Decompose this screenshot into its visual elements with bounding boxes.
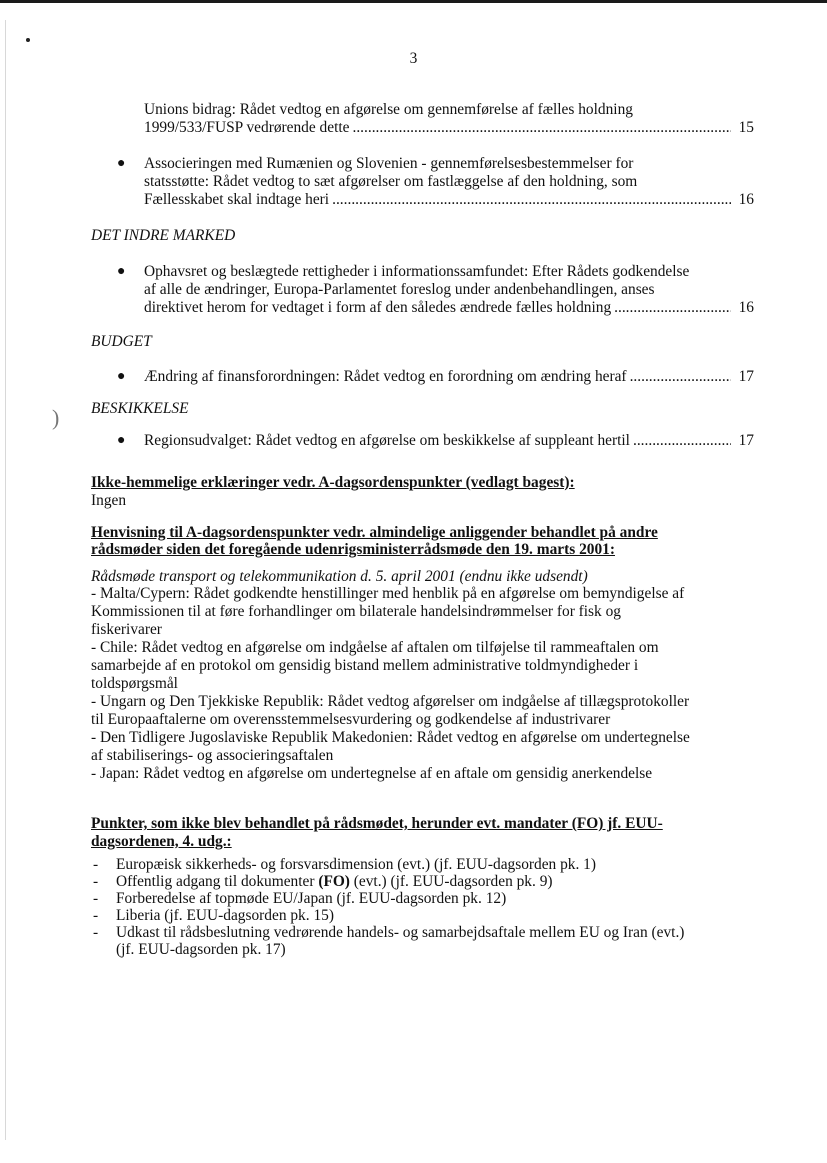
toc-entry-leader-line <box>144 299 754 317</box>
ikke-hemmelige-text: Ingen <box>91 492 127 509</box>
toc-entry-text: Regionsudvalget: Rådet vedtog en afgørelse om beskikkelse af suppleant hertil <box>144 432 630 449</box>
toc-entry <box>144 263 754 317</box>
bullet-icon: ● <box>117 369 126 384</box>
bullet-icon: ● <box>117 156 126 171</box>
toc-entry-leader-line <box>144 191 754 209</box>
toc-entry-leader-line <box>144 119 754 137</box>
scan-punch-mark: ) <box>52 405 60 430</box>
henvisning-line: til Europaaftalerne om overensstemmelsesvurdering og godkendelse af industrivarer <box>91 711 611 728</box>
toc-page-number: 16 <box>738 191 754 208</box>
toc-entry <box>144 101 754 137</box>
henvisning-line: - Ungarn og Den Tjekkiske Republik: Rådet vedtog afgørelser om indgåelse af tillægsprotokoller <box>91 693 690 710</box>
heading-henvisning-line-2: rådsmøder siden det foregående udenrigsministerrådsmøde den 19. marts 2001: <box>91 541 615 558</box>
list-item-text: Liberia (jf. EUU-dagsorden pk. 15) <box>116 907 334 924</box>
toc-entry-line: af alle de ændringer, Europa-Parlamentet foreslog under andenbehandlingen, anses <box>144 281 655 298</box>
scan-top-border <box>0 0 827 3</box>
henvisning-line: Kommissionen til at føre forhandlinger om bilaterale handelsindrømmelser for fisk og <box>91 603 621 620</box>
list-dash: - <box>93 856 99 873</box>
toc-entry-text: Ændring af finansforordningen: Rådet vedtog en forordning om ændring heraf <box>144 368 627 385</box>
list-item <box>116 907 334 925</box>
henvisning-line: - Malta/Cypern: Rådet godkendte henstillinger med henblik på en afgørelse om bemyndigelse af <box>91 585 685 602</box>
toc-page-number: 15 <box>738 119 754 136</box>
toc-entry-leader-line <box>144 432 754 450</box>
heading-punkter-line-2: dagsordenen, 4. udg.: <box>91 833 232 850</box>
toc-entry <box>144 432 754 450</box>
list-dash: - <box>93 873 99 890</box>
dot-leader <box>633 432 731 450</box>
toc-entry-text: Fællesskabet skal indtage heri <box>144 191 330 208</box>
list-item-text: Forberedelse af topmøde EU/Japan (jf. EUU-dagsorden pk. 12) <box>116 890 507 907</box>
list-item <box>116 856 596 874</box>
toc-entry-text: direktivet herom for vedtaget i form af den således ændrede fælles holdning <box>144 299 612 316</box>
henvisning-line: - Chile: Rådet vedtog en afgørelse om indgåelse af aftalen om tilføjelse til rammeaftalen om <box>91 639 659 656</box>
henvisning-line: toldspørgsmål <box>91 675 178 692</box>
toc-entry-text: 1999/533/FUSP vedrørende dette <box>144 119 350 136</box>
section-heading-beskikkelse: BESKIKKELSE <box>91 400 189 417</box>
section-heading-indre-marked: DET INDRE MARKED <box>91 227 236 244</box>
list-item <box>116 924 684 942</box>
list-item-text: Offentlig adgang til dokumenter <box>116 873 319 890</box>
henvisning-line: - Den Tidligere Jugoslaviske Republik Makedonien: Rådet vedtog en afgørelse om undertegnelse <box>91 729 690 746</box>
henvisning-subtitle: Rådsmøde transport og telekommunikation d. 5. april 2001 (endnu ikke udsendt) <box>91 568 588 585</box>
list-item-bold: (FO) <box>318 873 350 890</box>
toc-page-number: 17 <box>738 432 754 449</box>
henvisning-body <box>91 585 751 783</box>
bullet-icon: ● <box>117 264 126 279</box>
toc-entry-line: Unions bidrag: Rådet vedtog en afgørelse om gennemførelse af fælles holdning <box>144 101 633 118</box>
dot-leader <box>630 368 731 386</box>
heading-henvisning-line-1: Henvisning til A-dagsordenspunkter vedr. almindelige anliggender behandlet på andre <box>91 524 658 541</box>
list-item <box>116 873 553 891</box>
heading-ikke-hemmelige: Ikke-hemmelige erklæringer vedr. A-dagsordenspunkter (vedlagt bagest): <box>91 474 575 491</box>
dot-leader <box>352 119 731 137</box>
toc-entry-line: Associeringen med Rumænien og Slovenien - gennemførelsesbestemmelser for <box>144 155 634 172</box>
scan-speck <box>26 38 30 42</box>
toc-entry <box>144 368 754 386</box>
scan-left-edge <box>5 20 6 1140</box>
henvisning-line: samarbejde af en protokol om gensidig bistand mellem administrative toldmyndigheder i <box>91 657 639 674</box>
list-dash: - <box>93 890 99 907</box>
toc-entry <box>144 155 754 209</box>
toc-entry-leader-line <box>144 368 754 386</box>
henvisning-line: af stabiliserings- og associeringsaftalen <box>91 747 334 764</box>
henvisning-line: fiskerivarer <box>91 621 162 638</box>
list-item-text: (evt.) (jf. EUU-dagsorden pk. 9) <box>349 873 553 890</box>
list-dash: - <box>93 907 99 924</box>
list-item-text: Udkast til rådsbeslutning vedrørende handels- og samarbejdsaftale mellem EU og Iran (evt.) <box>116 924 685 941</box>
bullet-icon: ● <box>117 433 126 448</box>
toc-page-number: 16 <box>738 299 754 316</box>
dot-leader <box>332 191 731 209</box>
page-number: 3 <box>409 50 418 67</box>
toc-entry-line: statsstøtte: Rådet vedtog to sæt afgørelser om fastlæggelse af den holdning, som <box>144 173 638 190</box>
dot-leader <box>614 299 731 317</box>
list-item-text: Europæisk sikkerheds- og forsvarsdimension (evt.) (jf. EUU-dagsorden pk. 1) <box>116 856 597 873</box>
henvisning-line: - Japan: Rådet vedtog en afgørelse om undertegnelse af en aftale om gensidig anerkendelse <box>91 765 653 782</box>
list-item <box>116 890 506 908</box>
list-item-continuation: (jf. EUU-dagsorden pk. 17) <box>116 941 286 958</box>
list-dash: - <box>93 924 99 941</box>
heading-punkter-line-1: Punkter, som ikke blev behandlet på rådsmødet, herunder evt. mandater (FO) jf. EUU- <box>91 815 663 832</box>
toc-entry-line: Ophavsret og beslægtede rettigheder i informationssamfundet: Efter Rådets godkendelse <box>144 263 690 280</box>
toc-page-number: 17 <box>738 368 754 385</box>
section-heading-budget: BUDGET <box>91 333 152 350</box>
